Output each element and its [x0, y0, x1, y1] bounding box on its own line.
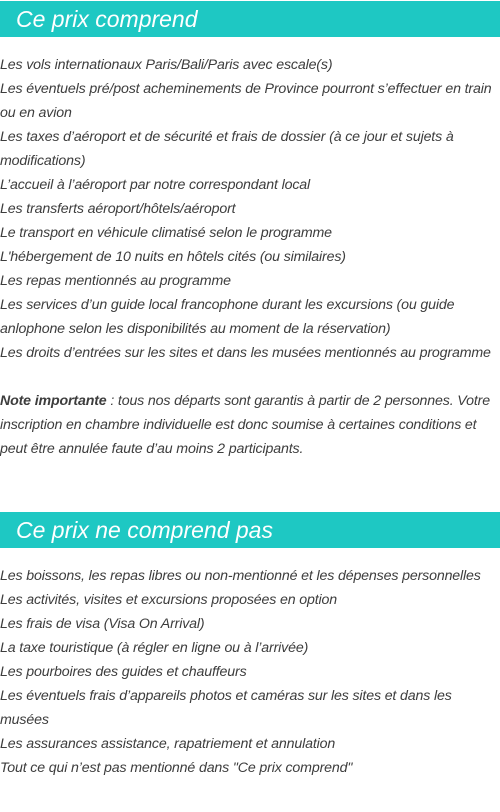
- excluded-item: Les frais de visa (Visa On Arrival): [0, 616, 205, 632]
- excluded-section-title: Ce prix ne comprend pas: [0, 512, 500, 548]
- important-note-label: Note importante: [0, 393, 107, 409]
- included-item: Les repas mentionnés au programme: [0, 273, 231, 289]
- included-item: Le transport en véhicule climatisé selon le programme: [0, 225, 332, 241]
- excluded-item: Les assurances assistance, rapatriement et annulation: [0, 736, 336, 752]
- excluded-item: Les éventuels frais d’appareils photos et caméras sur les sites et dans les musées: [0, 688, 452, 728]
- included-list: [0, 53, 500, 365]
- excluded-item: Tout ce qui n’est pas mentionné dans "Ce prix comprend": [0, 760, 353, 776]
- excluded-item: Les activités, visites et excursions proposées en option: [0, 592, 338, 608]
- included-item: L'hébergement de 10 nuits en hôtels cités (ou similaires): [0, 249, 346, 265]
- excluded-list: [0, 564, 500, 780]
- included-item: Les taxes d’aéroport et de sécurité et frais de dossier (à ce jour et sujets à modifications): [0, 129, 454, 169]
- included-item: Les transferts aéroport/hôtels/aéroport: [0, 201, 236, 217]
- included-item: L’accueil à l’aéroport par notre correspondant local: [0, 177, 311, 193]
- excluded-item: Les pourboires des guides et chauffeurs: [0, 664, 247, 680]
- included-item: Les éventuels pré/post acheminements de Province pourront s’effectuer en train ou en avion: [0, 81, 492, 121]
- included-item: Les droits d’entrées sur les sites et dans les musées mentionnés au programme: [0, 345, 491, 361]
- excluded-item: La taxe touristique (à régler en ligne ou à l’arrivée): [0, 640, 309, 656]
- included-section-title: Ce prix comprend: [0, 1, 500, 37]
- important-note: [0, 389, 500, 461]
- excluded-item: Les boissons, les repas libres ou non-mentionné et les dépenses personnelles: [0, 568, 481, 584]
- included-item: Les services d’un guide local francophone durant les excursions (ou guide anlophone selon les disponibilités au moment de la réservation): [0, 297, 455, 337]
- important-note-text: : tous nos départs sont garantis à partir de 2 personnes. Votre inscription en chambre individuelle est donc soumise à certaines conditions et peut être annulée faute d’au moins 2 participants.: [0, 393, 490, 457]
- included-item: Les vols internationaux Paris/Bali/Paris avec escale(s): [0, 57, 333, 73]
